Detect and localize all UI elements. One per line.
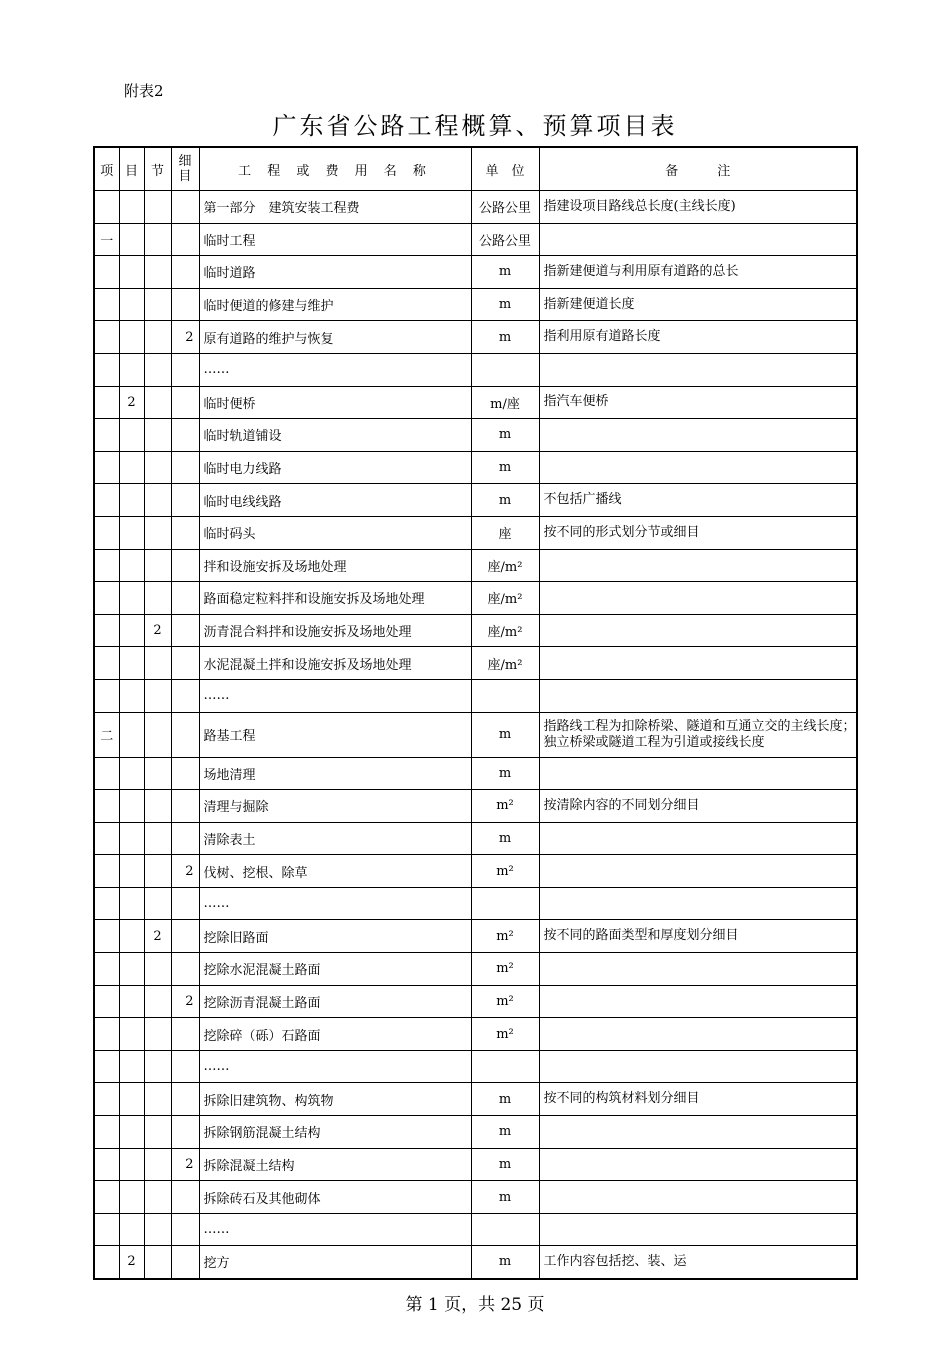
- cell-section: [144, 288, 171, 321]
- table-row: [94, 985, 857, 1018]
- cell-section: [144, 1083, 171, 1116]
- table-row: [94, 822, 857, 855]
- table-row: [94, 321, 857, 354]
- cell-unit: 公路公里: [471, 191, 539, 224]
- cell-unit: m: [471, 256, 539, 289]
- cell-unit: 座: [471, 516, 539, 549]
- cell-note: [539, 582, 857, 615]
- cell-note: 按不同的路面类型和厚度划分细目: [539, 920, 857, 953]
- cell-subitem: [119, 790, 144, 823]
- cell-note: 指新建便道与利用原有道路的总长: [539, 256, 857, 289]
- cell-detail: [171, 790, 199, 823]
- table-row: [94, 223, 857, 256]
- cell-item: [94, 353, 119, 386]
- cell-item: [94, 985, 119, 1018]
- cell-section: [144, 757, 171, 790]
- cell-name: 挖除水泥混凝土路面: [199, 953, 471, 986]
- cell-item: [94, 920, 119, 953]
- cell-detail: [171, 822, 199, 855]
- cell-subitem: 2: [119, 386, 144, 419]
- cell-note: 指新建便道长度: [539, 288, 857, 321]
- cell-section: [144, 712, 171, 757]
- table-row: [94, 1050, 857, 1083]
- header-subitem: 目: [119, 147, 144, 191]
- cell-note: 指利用原有道路长度: [539, 321, 857, 354]
- cell-unit: [471, 679, 539, 712]
- cell-name: ……: [199, 353, 471, 386]
- cell-note: 按不同的构筑材料划分细目: [539, 1083, 857, 1116]
- cell-detail: [171, 1018, 199, 1051]
- cell-section: [144, 1018, 171, 1051]
- project-table: [93, 146, 858, 1280]
- cell-name: 清除表土: [199, 822, 471, 855]
- page-footer: 第 1 页，共 25 页: [405, 1295, 545, 1315]
- cell-subitem: [119, 1213, 144, 1246]
- table-header-row: [94, 147, 857, 191]
- table-row: [94, 484, 857, 517]
- cell-section: [144, 321, 171, 354]
- cell-name: 路基工程: [199, 712, 471, 757]
- cell-item: [94, 484, 119, 517]
- cell-unit: [471, 1213, 539, 1246]
- cell-item: [94, 191, 119, 224]
- cell-item: 二: [94, 712, 119, 757]
- cell-detail: [171, 1116, 199, 1149]
- cell-subitem: [119, 887, 144, 920]
- table-row: [94, 679, 857, 712]
- cell-unit: 公路公里: [471, 223, 539, 256]
- cell-item: [94, 1083, 119, 1116]
- cell-section: [144, 484, 171, 517]
- cell-item: 一: [94, 223, 119, 256]
- cell-subitem: [119, 712, 144, 757]
- cell-name: 拌和设施安拆及场地处理: [199, 549, 471, 582]
- cell-note: [539, 887, 857, 920]
- cell-subitem: [119, 1116, 144, 1149]
- cell-note: [539, 1018, 857, 1051]
- cell-subitem: [119, 582, 144, 615]
- cell-item: [94, 1246, 119, 1279]
- cell-subitem: [119, 549, 144, 582]
- cell-name: 清理与掘除: [199, 790, 471, 823]
- cell-detail: 2: [171, 1148, 199, 1181]
- cell-item: [94, 1018, 119, 1051]
- cell-item: [94, 1213, 119, 1246]
- cell-note: [539, 223, 857, 256]
- cell-unit: m: [471, 1181, 539, 1214]
- cell-detail: [171, 920, 199, 953]
- table-row: [94, 953, 857, 986]
- cell-subitem: [119, 256, 144, 289]
- cell-note: [539, 1116, 857, 1149]
- cell-note: [539, 855, 857, 888]
- cell-unit: m: [471, 822, 539, 855]
- cell-unit: m: [471, 484, 539, 517]
- cell-subitem: [119, 1083, 144, 1116]
- cell-item: [94, 451, 119, 484]
- cell-section: [144, 647, 171, 680]
- table-row: [94, 855, 857, 888]
- cell-section: [144, 679, 171, 712]
- cell-detail: [171, 1083, 199, 1116]
- cell-item: [94, 614, 119, 647]
- header-section: 节: [144, 147, 171, 191]
- cell-section: [144, 1181, 171, 1214]
- table-row: [94, 256, 857, 289]
- cell-name: 拆除混凝土结构: [199, 1148, 471, 1181]
- cell-name: 挖除旧路面: [199, 920, 471, 953]
- cell-item: [94, 256, 119, 289]
- cell-subitem: [119, 288, 144, 321]
- cell-subitem: [119, 1050, 144, 1083]
- cell-unit: m: [471, 288, 539, 321]
- cell-section: [144, 419, 171, 452]
- cell-section: [144, 790, 171, 823]
- cell-name: 临时电线线路: [199, 484, 471, 517]
- cell-name: 临时码头: [199, 516, 471, 549]
- cell-subitem: [119, 679, 144, 712]
- cell-section: [144, 1148, 171, 1181]
- cell-subitem: [119, 516, 144, 549]
- cell-section: [144, 516, 171, 549]
- cell-note: [539, 647, 857, 680]
- cell-detail: [171, 582, 199, 615]
- cell-unit: m/座: [471, 386, 539, 419]
- cell-unit: m: [471, 1148, 539, 1181]
- cell-detail: [171, 712, 199, 757]
- cell-detail: 2: [171, 321, 199, 354]
- table-row: [94, 288, 857, 321]
- cell-note: 指汽车便桥: [539, 386, 857, 419]
- cell-name: 临时轨道铺设: [199, 419, 471, 452]
- cell-subitem: [119, 419, 144, 452]
- cell-note: [539, 419, 857, 452]
- cell-subitem: [119, 614, 144, 647]
- cell-unit: [471, 353, 539, 386]
- cell-detail: 2: [171, 855, 199, 888]
- cell-section: 2: [144, 920, 171, 953]
- cell-note: 指建设项目路线总长度(主线长度): [539, 191, 857, 224]
- cell-unit: m²: [471, 855, 539, 888]
- cell-note: [539, 679, 857, 712]
- cell-section: [144, 353, 171, 386]
- cell-subitem: [119, 1018, 144, 1051]
- cell-section: [144, 386, 171, 419]
- table-row: [94, 191, 857, 224]
- cell-name: 挖方: [199, 1246, 471, 1279]
- cell-note: 工作内容包括挖、装、运: [539, 1246, 857, 1279]
- cell-subitem: [119, 953, 144, 986]
- cell-section: [144, 1246, 171, 1279]
- cell-section: 2: [144, 614, 171, 647]
- cell-name: ……: [199, 1213, 471, 1246]
- cell-note: [539, 1213, 857, 1246]
- cell-section: [144, 223, 171, 256]
- cell-detail: [171, 887, 199, 920]
- table-row: [94, 549, 857, 582]
- cell-detail: [171, 516, 199, 549]
- table-row: [94, 451, 857, 484]
- cell-name: 场地清理: [199, 757, 471, 790]
- cell-item: [94, 288, 119, 321]
- cell-unit: 座/m²: [471, 582, 539, 615]
- cell-unit: 座/m²: [471, 549, 539, 582]
- cell-subitem: 2: [119, 1246, 144, 1279]
- cell-note: [539, 822, 857, 855]
- cell-item: [94, 887, 119, 920]
- table-row: [94, 386, 857, 419]
- cell-note: 按清除内容的不同划分细目: [539, 790, 857, 823]
- table-row: [94, 614, 857, 647]
- cell-unit: m²: [471, 790, 539, 823]
- cell-detail: [171, 256, 199, 289]
- cell-subitem: [119, 321, 144, 354]
- cell-section: [144, 953, 171, 986]
- cell-detail: [171, 223, 199, 256]
- cell-name: 挖除碎（砾）石路面: [199, 1018, 471, 1051]
- cell-unit: m: [471, 1116, 539, 1149]
- cell-name: ……: [199, 887, 471, 920]
- cell-subitem: [119, 451, 144, 484]
- cell-item: [94, 855, 119, 888]
- cell-subitem: [119, 985, 144, 1018]
- cell-subitem: [119, 822, 144, 855]
- cell-section: [144, 1116, 171, 1149]
- cell-subitem: [119, 855, 144, 888]
- cell-note: [539, 1148, 857, 1181]
- cell-unit: m: [471, 419, 539, 452]
- header-item: 项: [94, 147, 119, 191]
- cell-detail: [171, 614, 199, 647]
- cell-detail: [171, 647, 199, 680]
- cell-unit: [471, 887, 539, 920]
- cell-item: [94, 822, 119, 855]
- cell-item: [94, 549, 119, 582]
- cell-item: [94, 647, 119, 680]
- table-row: [94, 1148, 857, 1181]
- cell-subitem: [119, 223, 144, 256]
- cell-unit: [471, 1050, 539, 1083]
- table-row: [94, 516, 857, 549]
- cell-section: [144, 256, 171, 289]
- cell-section: [144, 549, 171, 582]
- cell-item: [94, 757, 119, 790]
- cell-detail: [171, 353, 199, 386]
- table-row: [94, 887, 857, 920]
- cell-name: 临时道路: [199, 256, 471, 289]
- cell-detail: [171, 757, 199, 790]
- cell-name: 伐树、挖根、除草: [199, 855, 471, 888]
- table-row: [94, 1246, 857, 1279]
- cell-note: [539, 451, 857, 484]
- table-row: [94, 419, 857, 452]
- cell-note: [539, 1050, 857, 1083]
- cell-name: 第一部分 建筑安装工程费: [199, 191, 471, 224]
- page-title: 广东省公路工程概算、预算项目表: [272, 112, 678, 140]
- cell-item: [94, 790, 119, 823]
- cell-note: 指路线工程为扣除桥梁、隧道和互通立交的主线长度；独立桥梁或隧道工程为引道或接线长度: [539, 712, 857, 757]
- cell-note: [539, 757, 857, 790]
- cell-detail: [171, 451, 199, 484]
- table-body: [94, 191, 857, 1279]
- cell-detail: [171, 953, 199, 986]
- cell-unit: m: [471, 321, 539, 354]
- cell-item: [94, 1116, 119, 1149]
- cell-subitem: [119, 191, 144, 224]
- cell-item: [94, 321, 119, 354]
- cell-detail: [171, 484, 199, 517]
- cell-subitem: [119, 1181, 144, 1214]
- cell-name: 拆除钢筋混凝土结构: [199, 1116, 471, 1149]
- cell-detail: [171, 549, 199, 582]
- cell-unit: m: [471, 1246, 539, 1279]
- cell-unit: 座/m²: [471, 614, 539, 647]
- cell-subitem: [119, 757, 144, 790]
- table-row: [94, 582, 857, 615]
- cell-unit: m: [471, 451, 539, 484]
- cell-detail: [171, 386, 199, 419]
- cell-subitem: [119, 647, 144, 680]
- cell-section: [144, 822, 171, 855]
- cell-name: 挖除沥青混凝土路面: [199, 985, 471, 1018]
- cell-unit: m²: [471, 985, 539, 1018]
- cell-item: [94, 1181, 119, 1214]
- cell-unit: m: [471, 1083, 539, 1116]
- cell-subitem: [119, 353, 144, 386]
- cell-unit: m²: [471, 1018, 539, 1051]
- table-row: [94, 1181, 857, 1214]
- cell-name: 原有道路的维护与恢复: [199, 321, 471, 354]
- cell-unit: m²: [471, 953, 539, 986]
- cell-detail: 2: [171, 985, 199, 1018]
- table-row: [94, 920, 857, 953]
- cell-item: [94, 516, 119, 549]
- cell-name: 临时便道的修建与维护: [199, 288, 471, 321]
- cell-section: [144, 887, 171, 920]
- cell-name: 拆除砖石及其他砌体: [199, 1181, 471, 1214]
- cell-section: [144, 985, 171, 1018]
- cell-item: [94, 1050, 119, 1083]
- cell-item: [94, 1148, 119, 1181]
- cell-name: ……: [199, 1050, 471, 1083]
- cell-section: [144, 582, 171, 615]
- cell-detail: [171, 1181, 199, 1214]
- cell-section: [144, 1213, 171, 1246]
- cell-section: [144, 855, 171, 888]
- cell-detail: [171, 1246, 199, 1279]
- cell-unit: m: [471, 757, 539, 790]
- cell-detail: [171, 679, 199, 712]
- table-row: [94, 1116, 857, 1149]
- cell-item: [94, 953, 119, 986]
- cell-name: 临时便桥: [199, 386, 471, 419]
- cell-detail: [171, 288, 199, 321]
- cell-name: 临时电力线路: [199, 451, 471, 484]
- cell-section: [144, 451, 171, 484]
- cell-name: ……: [199, 679, 471, 712]
- cell-name: 水泥混凝土拌和设施安拆及场地处理: [199, 647, 471, 680]
- cell-detail: [171, 419, 199, 452]
- attachment-label: 附表2: [124, 82, 164, 100]
- cell-note: [539, 549, 857, 582]
- cell-detail: [171, 191, 199, 224]
- cell-unit: 座/m²: [471, 647, 539, 680]
- cell-section: [144, 1050, 171, 1083]
- table-row: [94, 757, 857, 790]
- cell-item: [94, 419, 119, 452]
- cell-name: 路面稳定粒料拌和设施安拆及场地处理: [199, 582, 471, 615]
- cell-section: [144, 191, 171, 224]
- table-row: [94, 647, 857, 680]
- cell-note: [539, 353, 857, 386]
- cell-item: [94, 679, 119, 712]
- header-unit: 单 位: [471, 147, 539, 191]
- table-row: [94, 1083, 857, 1116]
- cell-subitem: [119, 1148, 144, 1181]
- table-row: [94, 1018, 857, 1051]
- table-row: [94, 1213, 857, 1246]
- cell-detail: [171, 1050, 199, 1083]
- cell-note: 不包括广播线: [539, 484, 857, 517]
- table-row: [94, 353, 857, 386]
- cell-item: [94, 386, 119, 419]
- cell-detail: [171, 1213, 199, 1246]
- table-row: [94, 790, 857, 823]
- cell-name: 沥青混合料拌和设施安拆及场地处理: [199, 614, 471, 647]
- cell-note: [539, 953, 857, 986]
- cell-unit: m: [471, 712, 539, 757]
- cell-subitem: [119, 920, 144, 953]
- cell-note: [539, 1181, 857, 1214]
- cell-name: 拆除旧建筑物、构筑物: [199, 1083, 471, 1116]
- header-name: 工 程 或 费 用 名 称: [199, 147, 471, 191]
- cell-item: [94, 582, 119, 615]
- cell-subitem: [119, 484, 144, 517]
- cell-unit: m²: [471, 920, 539, 953]
- header-detail: 细 目: [171, 147, 199, 191]
- cell-note: [539, 614, 857, 647]
- cell-name: 临时工程: [199, 223, 471, 256]
- cell-note: [539, 985, 857, 1018]
- header-note: 备 注: [539, 147, 857, 191]
- cell-note: 按不同的形式划分节或细目: [539, 516, 857, 549]
- table-row: [94, 712, 857, 757]
